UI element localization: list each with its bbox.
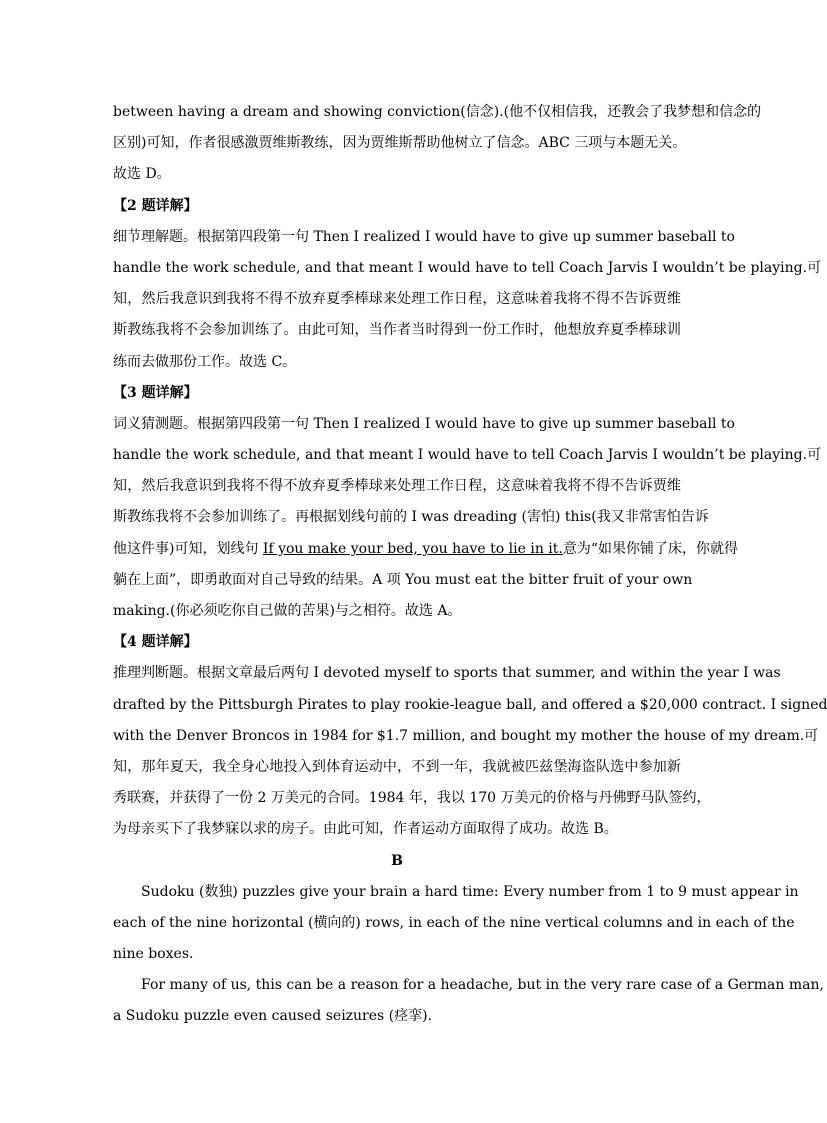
text-segment: 意为“如果你铺了床，你就得 [562,540,739,557]
question-2-explanation [113,191,822,378]
text-line: Sudoku (数独) puzzles give your brain a hard time: Every number from 1 to 9 must appear in [141,883,799,900]
text-line: 躺在上面”，即勇敢面对自己导致的结果。A 项 You must eat the bitter fruit of your own [113,571,693,588]
document-page [113,97,827,1033]
question-3-explanation [113,378,822,628]
text-line: For many of us, this can be a reason for a headache, but in the very rare case of a German man, [141,977,824,994]
text-line: 细节理解题。根据第四段第一句 Then I realized I would have to give up summer baseball to [113,228,735,245]
text-line: between having a dream and showing conviction(信念).(他不仅相信我，还教会了我梦想和信念的 [113,104,762,120]
text-line: 斯教练我将不会参加训练了。再根据划线句前的 I was dreading (害怕) this(我又非常害怕告诉 [113,509,709,526]
text-line: 知，然后我意识到我将不得不放弃夏季棒球来处理工作日程，这意味着我将不得不告诉贾维 [113,478,681,495]
text-line: 斯教练我将不会参加训练了。由此可知，当作者当时得到一份工作时，他想放弃夏季棒球训 [113,322,681,339]
text-line: drafted by the Pittsburgh Pirates to play rookie-league ball, and offered a $20,000 contract. I signed [113,696,827,713]
text-line: 词义猜测题。根据第四段第一句 Then I realized I would have to give up summer baseball to [113,415,735,432]
text-line: 故选 D。 [113,166,171,183]
text-line: a Sudoku puzzle even caused seizures (痉挛). [113,1008,433,1025]
text-line: 知，那年夏天，我全身心地投入到体育运动中，不到一年，我就被匹兹堡海盗队选中参加新 [113,758,681,775]
answer-d-explanation-end [113,97,762,191]
text-line: 为母亲买下了我梦寐以求的房子。由此可知，作者运动方面取得了成功。故选 B。 [113,821,618,838]
passage-b [113,846,824,1033]
text-line: with the Denver Broncos in 1984 for $1.7 million, and bought my mother the house of my dream.可 [113,727,819,744]
text-line [113,534,739,565]
text-line: 秀联赛，并获得了一份 2 万美元的合同。1984 年，我以 170 万美元的价格与丹佛野马队签约， [113,790,711,807]
question-2-heading: 【2 题详解】 [113,197,198,214]
text-line: 知，然后我意识到我将不得不放弃夏季棒球来处理工作日程，这意味着我将不得不告诉贾维 [113,291,681,308]
text-line: handle the work schedule, and that meant I would have to tell Coach Jarvis I wouldn’t be playing.可 [113,447,822,464]
text-line: 区别)可知，作者很感激贾维斯教练，因为贾维斯帮助他树立了信念。ABC 三项与本题无关。 [113,135,687,152]
text-line: making.(你必须吃你自己做的苦果)与之相符。故选 A。 [113,603,462,619]
text-segment: 他这件事)可知，划线句 [113,540,263,557]
section-title: B [391,852,403,869]
underlined-sentence: If you make your bed, you have to lie in it. [262,540,563,557]
question-3-heading: 【3 题详解】 [113,384,198,401]
text-line: 推理判断题。根据文章最后两句 I devoted myself to sports that summer, and within the year I was [113,665,781,682]
text-line: 练而去做那份工作。故选 C。 [113,353,297,370]
text-line: nine boxes. [113,946,194,963]
question-4-explanation [113,627,827,845]
text-line: handle the work schedule, and that meant I would have to tell Coach Jarvis I wouldn’t be playing.可 [113,259,822,276]
text-line: each of the nine horizontal (横向的) rows, in each of the nine vertical columns and in each of the [113,914,795,931]
question-4-heading: 【4 题详解】 [113,634,198,651]
